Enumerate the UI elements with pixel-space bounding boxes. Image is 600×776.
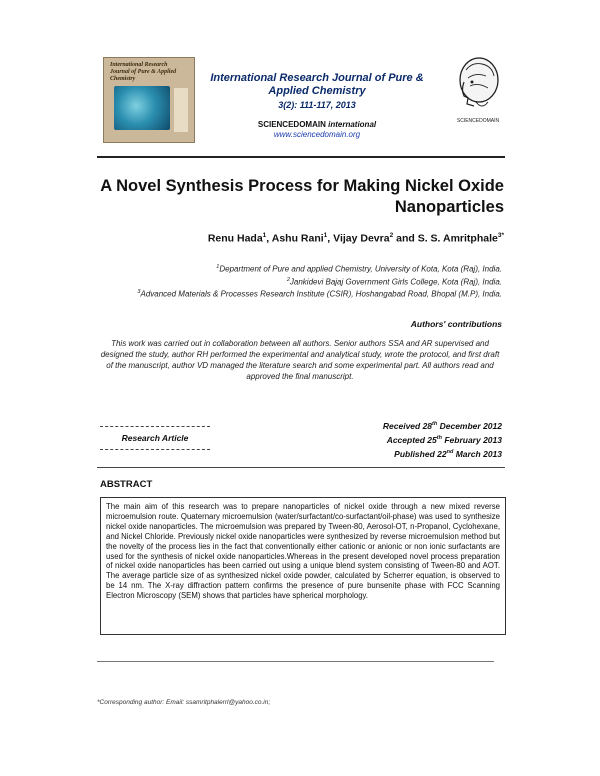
abstract-text: The main aim of this research was to prepare nanoparticles of nickel oxide through a new mixed reverse microemulsion route. Quaternary microemulsion (water/surfactant/co-surfactant/oil-phase) was used to synthesize nickel oxide nanoparticles. The microemulsion was prepared by Tween-80, Aerosol-OT, n-Propanol, Cyclohexane, and Nickel Chloride. Previously nickel oxide nanoparticles were synthesized by reverse microemulsion method but the novelty of the process lies in the fact that conventionally either cationic or anionic or non ionic surfactants are used for the synthesis of nickel oxide nanoparticles.Whereas in the present developed novel process preparation of nickel oxide nanoparticles has been carried out using a unique blend system consisting of Tween-80 and AOT. The average particle size of as synthesized nickel oxide powder, calculated by Scherrer equation, is observed to be 14 nm. The X-ray diffraction pattern confirms the presence of pure bunsenite phase with FCC Scanning Electron Microscopy (SEM) shows that particles have spherical morphology. [100,497,506,635]
received-date [300,418,502,432]
publisher-name: SCIENCEDOMAIN [257,120,326,129]
footnote-divider [97,661,494,662]
date-text: Published 22 [394,448,447,459]
logo-caption: SCIENCEDOMAIN [456,118,500,124]
cover-title: International Research Journal of Pure & Applied Chemistry [110,62,177,82]
head-logo-icon [452,52,504,130]
publication-dates [300,418,502,459]
author-affiliation-mark: 1 [262,232,267,239]
date-suffix: th [436,434,442,441]
paper-title: A Novel Synthesis Process for Making Nickel Oxide Nanoparticles [100,177,504,216]
journal-header [197,72,437,139]
cover-illustration [114,86,170,130]
journal-title: International Research Journal of Pure & Applied Chemistry [210,72,424,97]
journal-cover-image [103,57,195,143]
publisher-website-link[interactable]: www.sciencedomain.org [273,130,361,139]
date-suffix: nd [446,448,454,455]
author-name: Ashu Rani [271,232,324,245]
date-suffix: th [432,421,438,427]
affiliation-mark: 1 [216,264,220,270]
affiliation-line [97,262,502,275]
date-text: March 2013 [453,448,502,459]
abstract-heading: ABSTRACT [100,479,153,490]
corresponding-author-footnote: *Corresponding author: Email: ssamritphalerrl@yahoo.co.in; [97,699,271,706]
author-affiliation-mark: 1 [323,232,328,239]
date-text: Received 28 [382,420,433,431]
author-affiliation-mark: 3* [497,232,504,239]
published-date [300,446,502,460]
author-name: S. S. Amritphale [417,232,498,245]
affiliation-line [97,287,502,300]
contributions-heading: Authors' contributions [410,319,502,329]
accepted-date [300,432,502,446]
author-affiliation-mark: 2 [389,232,394,239]
cover-side-panel [174,88,188,132]
publisher-logo [452,52,504,130]
header-divider [97,156,505,158]
contributions-text: This work was carried out in collaboration between all authors. Senior authors SSA and AR supervised and designed the study, author RH performed the experimental and analytical study, wrote the protocol, and first draft of the manuscript, author VD managed the literature search and some experimental part. All authors read and approved the final manuscript. [100,339,500,381]
publisher-suffix: international [328,120,377,129]
date-text: February 2013 [441,434,502,445]
affiliation-mark: 3 [137,289,141,296]
affiliation-text: Advanced Materials & Processes Research Institute (CSIR), Hoshangabad Road, Bhopal (M.P), India. [140,289,502,299]
author-name: Vijay Devra [333,232,390,245]
date-text: Accepted 25 [386,434,437,445]
article-type-badge: Research Article [100,426,210,450]
affiliation-line [97,275,502,288]
journal-volume: 3(2): 111-117, 2013 [278,100,356,110]
author-list: Renu Hada$^1$, Ashu Rani$^1$, Vijay Devra$^2$ and S. S. Amritphale$^{3*}$ [207,232,504,245]
date-text: December 2012 [437,420,502,431]
affiliation-text: Jankidevi Bajaj Government Girls College, Kota (Raj), India. [289,277,502,287]
affiliation-text: Department of Pure and applied Chemistry, University of Kota, Kota (Raj), India. [219,264,502,274]
author-name: Renu Hada [207,232,263,245]
abstract-divider [97,467,505,468]
publisher [197,120,437,129]
affiliations [97,262,502,300]
affiliation-mark: 2 [286,276,290,283]
